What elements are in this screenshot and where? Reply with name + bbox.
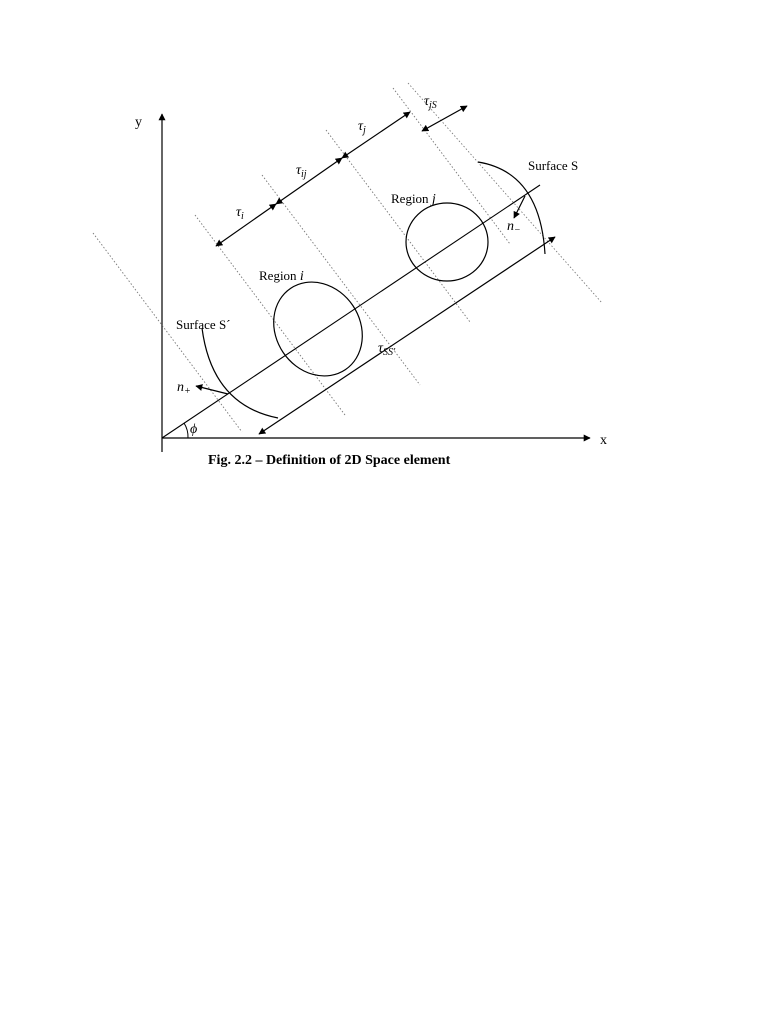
boundary-lines	[93, 83, 602, 432]
region-j-label: Region j	[391, 191, 436, 207]
boundary-line-4	[326, 130, 470, 322]
tau-ij-label: $\tau_{ij}$	[296, 163, 307, 180]
n-minus-label: $n_-$	[507, 219, 521, 236]
tau-ss-arrow	[259, 237, 555, 434]
tau-j-arrow	[342, 112, 410, 158]
tau-ss-label: $\tau_{SS'}$	[378, 341, 396, 358]
phi-angle-arc	[184, 423, 188, 438]
tau-i-arrow	[216, 204, 276, 246]
tau-ij-arrow	[276, 158, 342, 204]
region-i-ellipse	[256, 265, 380, 393]
boundary-line-1	[93, 233, 242, 432]
phi-label: ϕ	[190, 422, 198, 437]
n-plus-arrow	[196, 386, 228, 394]
figure-caption: Fig. 2.2 – Definition of 2D Space element	[208, 453, 451, 468]
region-i-label: Region i	[259, 268, 304, 284]
y-axis-label: y	[135, 115, 142, 130]
tau-j-label: $\tau_j$	[358, 119, 366, 136]
surface-s-prime-label: Surface S´	[176, 317, 231, 332]
surface-s-prime-arc	[202, 328, 278, 418]
x-axis-label: x	[600, 433, 607, 448]
tau-i-label: $\tau_i$	[236, 205, 244, 222]
n-plus-label: $n_+$	[177, 380, 191, 397]
tau-js-label: $\tau_{jS}$	[424, 94, 437, 111]
surface-s-label: Surface S	[528, 158, 579, 173]
region-j-ellipse	[406, 203, 488, 281]
